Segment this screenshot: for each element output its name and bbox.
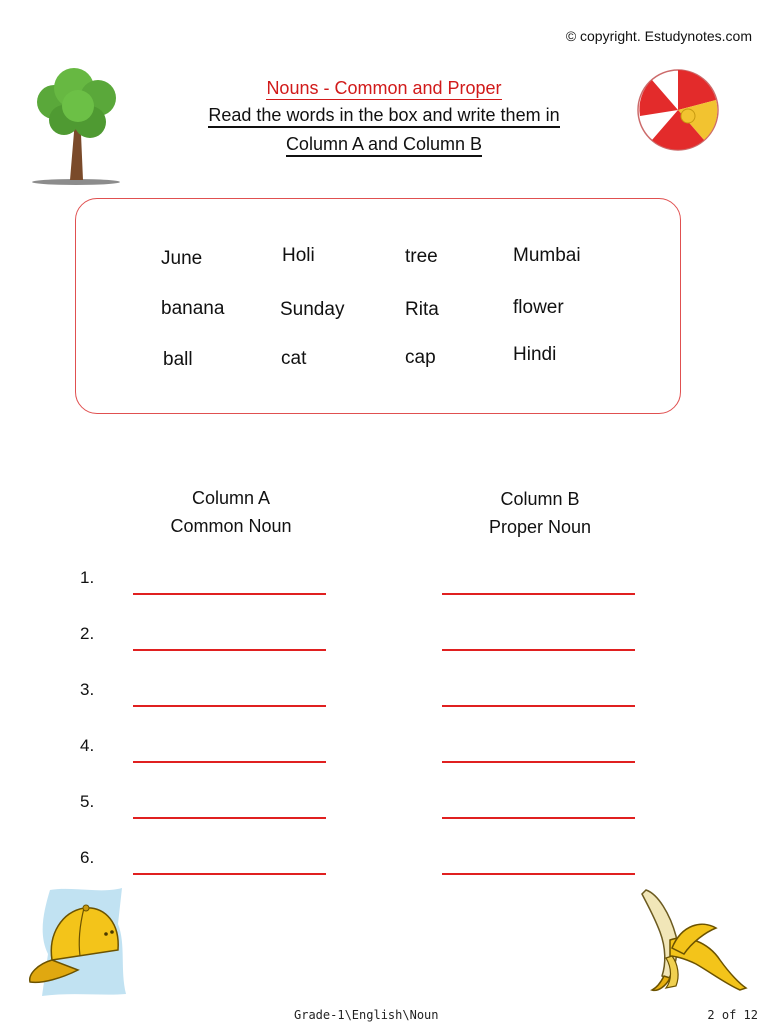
answer-line-a[interactable] [133, 593, 326, 595]
row-number: 2. [80, 624, 95, 643]
page-number: 2 of 12 [707, 1008, 758, 1022]
word-item: Holi [282, 245, 315, 266]
answer-line-b[interactable] [442, 817, 635, 819]
instruction-line-2: Column A and Column B [0, 134, 768, 155]
word-item: ball [163, 349, 193, 370]
word-item: Rita [405, 299, 439, 320]
answer-line-a[interactable] [133, 873, 326, 875]
column-a-header [121, 484, 341, 540]
answer-line-a[interactable] [133, 649, 326, 651]
row-number: 3. [80, 680, 95, 699]
word-item: Mumbai [513, 245, 581, 266]
row-number: 6. [80, 848, 95, 867]
instruction-line-1: Read the words in the box and write them in [0, 105, 768, 126]
word-item: cat [281, 348, 307, 369]
word-item: Sunday [280, 299, 345, 320]
column-b-subtitle: Proper Noun [488, 517, 592, 537]
word-item: cap [405, 347, 436, 368]
copyright-notice: © copyright. Estudynotes.com [565, 28, 752, 44]
column-b-header [430, 485, 650, 541]
row-number: 4. [80, 736, 95, 755]
word-item: Hindi [513, 344, 557, 365]
answer-line-b[interactable] [442, 761, 635, 763]
answer-line-a[interactable] [133, 761, 326, 763]
answer-line-b[interactable] [442, 649, 635, 651]
row-number: 1. [80, 568, 95, 587]
banana-icon [636, 884, 752, 994]
word-item: banana [161, 298, 225, 319]
answer-line-b[interactable] [442, 873, 635, 875]
word-item: flower [513, 297, 564, 318]
word-item: June [161, 248, 203, 269]
column-a-title: Column A [191, 488, 271, 508]
answer-line-b[interactable] [442, 593, 635, 595]
column-b-title: Column B [500, 489, 580, 509]
answer-line-b[interactable] [442, 705, 635, 707]
answer-line-a[interactable] [133, 817, 326, 819]
word-item: tree [405, 246, 438, 267]
cap-icon [22, 884, 132, 1000]
footer-path: Grade-1\English\Noun [294, 1008, 439, 1022]
column-a-subtitle: Common Noun [170, 516, 292, 536]
row-number: 5. [80, 792, 95, 811]
answer-line-a[interactable] [133, 705, 326, 707]
worksheet-title: Nouns - Common and Proper [266, 78, 502, 98]
